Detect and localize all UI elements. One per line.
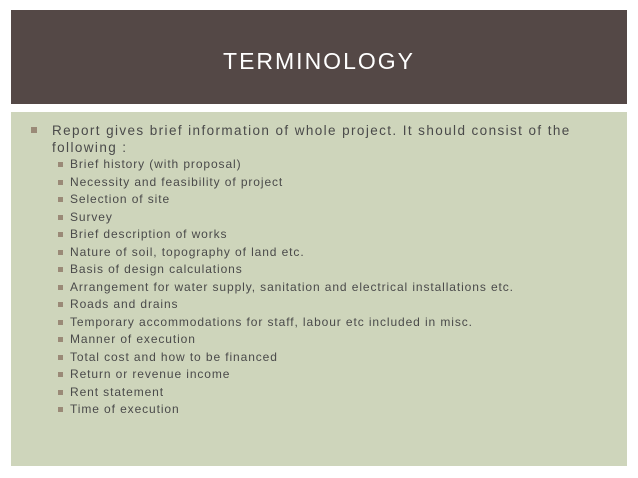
square-bullet-icon [58,215,63,220]
list-item-label: Nature of soil, topography of land etc. [70,244,305,259]
list-item [58,331,514,349]
list-item-label: Total cost and how to be financed [70,349,278,364]
list-item-label: Selection of site [70,192,171,206]
square-bullet-icon [58,372,63,377]
list-item-label: Brief history (with proposal) [70,157,242,171]
square-bullet-icon [31,127,37,133]
list-item [58,314,514,332]
list-item-label: Necessity and feasibility of project [70,174,284,189]
square-bullet-icon [58,355,63,360]
square-bullet-icon [58,162,63,167]
slide-title: TERMINOLOGY [223,47,415,74]
intro-bullet [31,122,611,156]
square-bullet-icon [58,320,63,325]
list-item-label: Return or revenue income [70,367,231,381]
list-item [58,401,514,419]
list-item [58,191,514,209]
list-item [58,156,514,174]
list-item [58,174,514,192]
square-bullet-icon [58,390,63,395]
list-item-label: Brief description of works [70,227,228,241]
square-bullet-icon [58,232,63,237]
list-item [58,349,514,367]
square-bullet-icon [58,180,63,185]
list-item-label: Arrangement for water supply, sanitation and electrical installations etc. [70,279,514,294]
square-bullet-icon [58,250,63,255]
intro-text: Report gives brief information of whole project. It should consist of the following : [52,123,571,155]
square-bullet-icon [58,285,63,290]
list-item-label: Basis of design calculations [70,262,243,276]
square-bullet-icon [58,267,63,272]
sub-bullet-list [58,156,514,419]
square-bullet-icon [58,407,63,412]
list-item [58,226,514,244]
list-item [58,261,514,279]
list-item-label: Survey [70,209,113,224]
list-item-label: Time of execution [70,402,180,416]
list-item-label: Rent statement [70,384,164,399]
square-bullet-icon [58,302,63,307]
list-item [58,279,514,297]
list-item [58,209,514,227]
list-item [58,366,514,384]
list-item [58,296,514,314]
list-item [58,384,514,402]
list-item-label: Roads and drains [70,297,179,311]
square-bullet-icon [58,337,63,342]
list-item [58,244,514,262]
list-item-label: Manner of execution [70,332,196,346]
title-bar [11,10,627,104]
content-area [11,112,627,466]
square-bullet-icon [58,197,63,202]
list-item-label: Temporary accommodations for staff, labour etc included in misc. [70,314,473,329]
